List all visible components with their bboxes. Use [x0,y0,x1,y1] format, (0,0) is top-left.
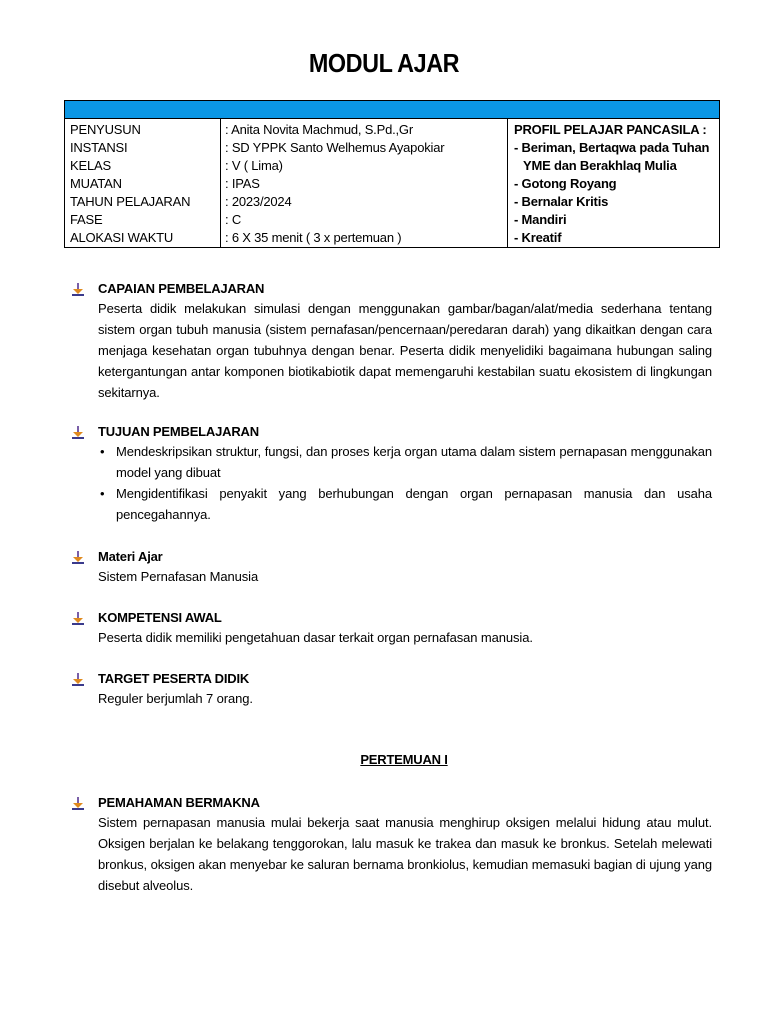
section-target [72,670,712,709]
label-muatan: MUATAN [70,176,122,191]
section-paragraph: Sistem pernapasan manusia mulai bekerja saat manusia menghirup oksigen melalui hidung atau mulut. Oksigen berjalan ke belakang tenggorokan, lalu masuk ke trakea dan masuk ke bronkus. Setelah melewati bronkus, oksigen akan menyebar ke saluran bernama bronkiolus, kemudian memasuki bagian di ujung yang disebut alveolus. [98,815,712,893]
bullet-dot: • [100,486,105,501]
label-tahun-pelajaran: TAHUN PELAJARAN [70,194,191,209]
profil-title: PROFIL PELAJAR PANCASILA : [514,122,707,137]
profil-item: YME dan Berakhlaq Mulia [523,158,677,173]
down-arrow-bullet-icon [72,612,98,625]
section-pemahaman [72,794,712,896]
section-heading: CAPAIAN PEMBELAJARAN [98,281,265,296]
label-kelas: KELAS [70,158,111,173]
down-arrow-bullet-icon [72,283,98,296]
header-values-column [221,119,508,247]
value-kelas: : V ( Lima) [225,158,283,173]
label-instansi: INSTANSI [70,140,128,155]
section-capaian [72,280,712,403]
section-materi [72,548,712,587]
section-heading: TUJUAN PEMBELAJARAN [98,424,259,439]
value-alokasi-waktu: : 6 X 35 menit ( 3 x pertemuan ) [225,230,402,245]
value-instansi: : SD YPPK Santo Welhemus Ayapokiar [225,140,445,155]
value-tahun-pelajaran: : 2023/2024 [225,194,292,209]
label-fase: FASE [70,212,103,227]
list-item: • Mendeskripsikan struktur, fungsi, dan proses kerja organ utama dalam sistem pernapasan menggunakan model yang dibuat [98,441,712,483]
tujuan-list [98,441,712,525]
header-info-table [64,100,720,248]
section-heading: Materi Ajar [98,549,163,564]
section-heading: KOMPETENSI AWAL [98,610,222,625]
down-arrow-bullet-icon [72,551,98,564]
value-fase: : C [225,212,242,227]
label-alokasi-waktu: ALOKASI WAKTU [70,230,174,245]
section-heading: PEMAHAMAN BERMAKNA [98,795,260,810]
profil-item: - Kreatif [514,230,562,245]
label-penyusun: PENYUSUN [70,122,141,137]
meeting-heading: PERTEMUAN I [360,752,448,767]
section-tujuan [72,423,712,525]
down-arrow-bullet-icon [72,797,98,810]
down-arrow-bullet-icon [72,673,98,686]
section-paragraph: Reguler berjumlah 7 orang. [98,691,253,706]
down-arrow-bullet-icon [72,426,98,439]
profil-item: - Beriman, Bertaqwa pada Tuhan [514,140,710,155]
header-row [65,119,719,247]
section-paragraph: Peserta didik melakukan simulasi dengan menggunakan gambar/bagan/alat/media sederhana tentang sistem organ tubuh manusia (sistem pernafasan/pencernaan/peredaran darah) yang dikaitkan dengan cara menjaga kesehatan organ tubuhnya dengan benar. Peserta didik menyelidiki bagaimana hubungan saling ketergantungan antar komponen biotikabiotik dapat memengaruhi kestabilan suatu ekosistem di lingkungan sekitarnya. [98,301,712,400]
header-labels-column [65,119,221,247]
profil-item: - Mandiri [514,212,567,227]
profil-item: - Bernalar Kritis [514,194,609,209]
bullet-dot: • [100,444,105,459]
header-blue-bar [65,101,719,119]
document-title: MODUL AJAR [308,48,460,78]
section-paragraph: Peserta didik memiliki pengetahuan dasar terkait organ pernafasan manusia. [98,630,533,645]
profil-pelajar-column [508,119,719,247]
value-penyusun: : Anita Novita Machmud, S.Pd.,Gr [225,122,413,137]
section-paragraph: Sistem Pernafasan Manusia [98,569,259,584]
profil-item: - Gotong Royang [514,176,617,191]
list-item: • Mengidentifikasi penyakit yang berhubungan dengan organ pernapasan manusia dan usaha pencegahannya. [98,483,712,525]
section-heading: TARGET PESERTA DIDIK [98,671,250,686]
value-muatan: : IPAS [225,176,260,191]
section-kompetensi [72,609,712,648]
